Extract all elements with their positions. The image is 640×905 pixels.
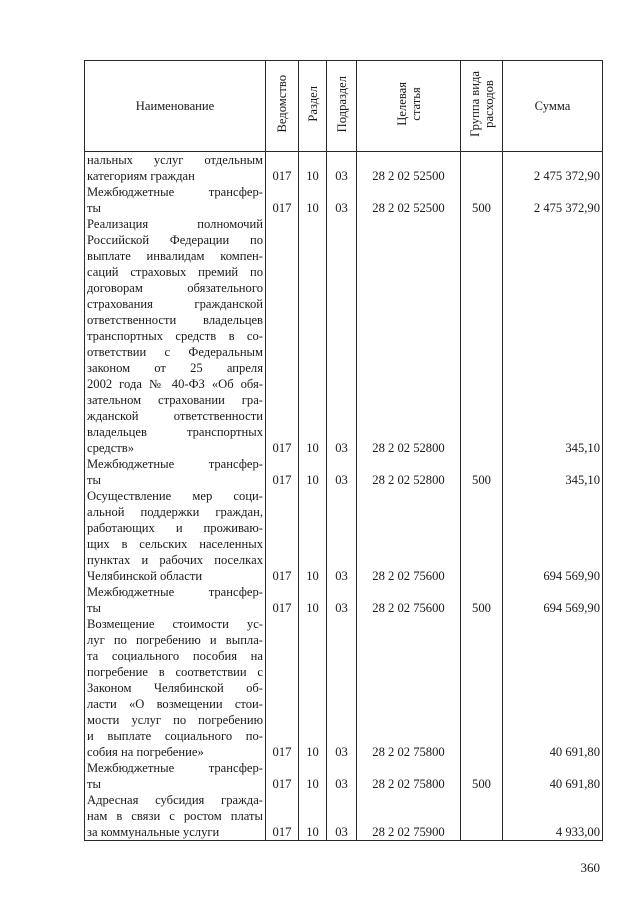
cell-section: 10 (299, 152, 327, 185)
cell-sum: 345,10 (503, 216, 603, 456)
table-row (85, 584, 603, 616)
name-line: транспортных средств в со- (87, 329, 263, 343)
cell-target: 28 2 02 75800 (357, 616, 461, 760)
name-line: Межбюджетные трансфер- (87, 585, 263, 599)
cell-dept: 017 (266, 616, 299, 760)
cell-sum: 694 569,90 (503, 584, 603, 616)
cell-name (85, 584, 266, 616)
cell-subsection: 03 (327, 184, 357, 216)
cell-group: 500 (461, 456, 503, 488)
name-line: погребение в соответствии с (87, 665, 263, 679)
cell-group (461, 488, 503, 584)
name-line: зательном страховании гра- (87, 393, 263, 407)
header-name: Наименование (85, 61, 266, 152)
cell-section: 10 (299, 616, 327, 760)
cell-target: 28 2 02 75900 (357, 792, 461, 841)
name-line: Межбюджетные трансфер- (87, 185, 263, 199)
cell-dept: 017 (266, 792, 299, 841)
cell-sum: 694 569,90 (503, 488, 603, 584)
name-line: договорам обязательного (87, 281, 263, 295)
cell-section: 10 (299, 216, 327, 456)
cell-target: 28 2 02 52800 (357, 456, 461, 488)
name-line: ты (87, 601, 101, 615)
cell-group: 500 (461, 760, 503, 792)
cell-section: 10 (299, 760, 327, 792)
name-line: и выплате социального по- (87, 729, 263, 743)
name-line: ты (87, 473, 101, 487)
table-body (85, 152, 603, 841)
name-line: собия на погребение» (87, 745, 204, 759)
cell-dept: 017 (266, 488, 299, 584)
header-sum: Сумма (503, 61, 603, 152)
page-number: 360 (580, 860, 600, 875)
name-line: ты (87, 201, 101, 215)
cell-target: 28 2 02 52500 (357, 184, 461, 216)
name-line: Возмещение стоимости ус- (87, 617, 263, 631)
name-line: выплате инвалидам компен- (87, 249, 263, 263)
name-line: ответствии с Федеральным (87, 345, 263, 359)
table-row (85, 488, 603, 584)
cell-dept: 017 (266, 216, 299, 456)
name-line: нам в связи с ростом платы (87, 809, 263, 823)
cell-sum: 4 933,00 (503, 792, 603, 841)
header-target: Целевая статья (357, 61, 461, 152)
header-dept: Ведомство (266, 61, 299, 152)
cell-section: 10 (299, 488, 327, 584)
name-line: средств» (87, 441, 135, 455)
cell-sum: 2 475 372,90 (503, 184, 603, 216)
cell-target: 28 2 02 75800 (357, 760, 461, 792)
table-row (85, 152, 603, 185)
name-line: Адресная субсидия гражда- (87, 793, 263, 807)
name-line: Законом Челябинской об- (87, 681, 263, 695)
cell-name (85, 184, 266, 216)
cell-sum: 345,10 (503, 456, 603, 488)
header-group: Группа вида расходов (461, 61, 503, 152)
name-line: Осуществление мер соци- (87, 489, 263, 503)
cell-section: 10 (299, 792, 327, 841)
cell-sum: 40 691,80 (503, 616, 603, 760)
cell-target: 28 2 02 52800 (357, 216, 461, 456)
cell-subsection: 03 (327, 216, 357, 456)
name-line: Межбюджетные трансфер- (87, 457, 263, 471)
cell-name (85, 216, 266, 456)
name-line: страхования гражданской (87, 297, 263, 311)
table-row (85, 456, 603, 488)
cell-group (461, 792, 503, 841)
cell-dept: 017 (266, 584, 299, 616)
name-line: законом от 25 апреля (87, 361, 263, 375)
header-section: Раздел (299, 61, 327, 152)
cell-subsection: 03 (327, 456, 357, 488)
cell-name (85, 760, 266, 792)
name-line: та социального пособия на (87, 649, 263, 663)
cell-section: 10 (299, 584, 327, 616)
table-row (85, 216, 603, 456)
cell-name (85, 792, 266, 841)
cell-name (85, 456, 266, 488)
name-line: работающих и проживаю- (87, 521, 263, 535)
cell-group (461, 216, 503, 456)
name-line: саций страховых премий по (87, 265, 263, 279)
name-line: ласти «О возмещении стои- (87, 697, 263, 711)
cell-dept: 017 (266, 760, 299, 792)
name-line: жданской ответственности (87, 409, 263, 423)
name-line: категориям граждан (87, 169, 195, 183)
name-line: владельцев транспортных (87, 425, 263, 439)
name-line: Челябинской области (87, 569, 203, 583)
name-line: ответственности владельцев (87, 313, 263, 327)
name-line: Межбюджетные трансфер- (87, 761, 263, 775)
cell-group (461, 616, 503, 760)
cell-subsection: 03 (327, 792, 357, 841)
cell-name (85, 488, 266, 584)
cell-name (85, 152, 266, 185)
table-row (85, 184, 603, 216)
name-line: ты (87, 777, 101, 791)
name-line: нальных услуг отдельным (87, 153, 263, 167)
name-line: Реализация полномочий (87, 217, 263, 231)
cell-dept: 017 (266, 456, 299, 488)
name-line: Российской Федерации по (87, 233, 263, 247)
cell-target: 28 2 02 75600 (357, 488, 461, 584)
cell-group: 500 (461, 584, 503, 616)
table-row (85, 760, 603, 792)
cell-dept: 017 (266, 152, 299, 185)
cell-target: 28 2 02 52500 (357, 152, 461, 185)
cell-sum: 2 475 372,90 (503, 152, 603, 185)
cell-section: 10 (299, 456, 327, 488)
name-line: за коммунальные услуги (87, 825, 220, 839)
cell-subsection: 03 (327, 584, 357, 616)
name-line: альной поддержки граждан, (87, 505, 263, 519)
cell-subsection: 03 (327, 760, 357, 792)
cell-subsection: 03 (327, 488, 357, 584)
budget-table (84, 60, 603, 841)
name-line: пунктах и рабочих поселках (87, 553, 263, 567)
table-header-row (85, 61, 603, 152)
name-line: щих в сельских населенных (87, 537, 263, 551)
cell-section: 10 (299, 184, 327, 216)
table-row (85, 616, 603, 760)
cell-target: 28 2 02 75600 (357, 584, 461, 616)
cell-group: 500 (461, 184, 503, 216)
cell-group (461, 152, 503, 185)
cell-sum: 40 691,80 (503, 760, 603, 792)
cell-subsection: 03 (327, 152, 357, 185)
cell-dept: 017 (266, 184, 299, 216)
name-line: мости услуг по погребению (87, 713, 263, 727)
name-line: 2002 года № 40-ФЗ «Об обя- (87, 377, 263, 391)
cell-name (85, 616, 266, 760)
name-line: луг по погребению и выпла- (87, 633, 263, 647)
header-subsection: Подраздел (327, 61, 357, 152)
table-row (85, 792, 603, 841)
cell-subsection: 03 (327, 616, 357, 760)
